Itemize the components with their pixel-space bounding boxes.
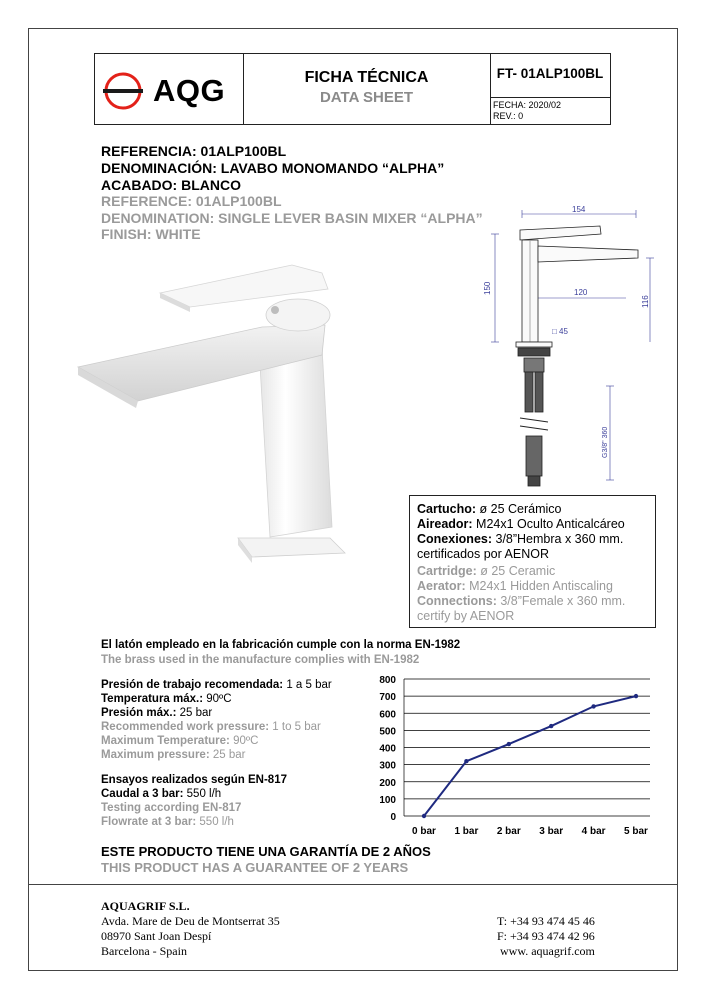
technical-drawing bbox=[480, 200, 660, 490]
faucet-image bbox=[70, 255, 370, 575]
reference-en: REFERENCE: 01ALP100BL bbox=[101, 193, 282, 209]
footer-address-3: Barcelona - Spain bbox=[101, 944, 187, 958]
x-tick-label: 0 bar bbox=[412, 826, 436, 837]
logo-text: AQG bbox=[153, 73, 226, 108]
header-table bbox=[94, 53, 611, 125]
spec-cartucho: Cartucho: ø 25 Cerámico bbox=[417, 502, 562, 516]
x-tick-label: 2 bar bbox=[496, 826, 521, 837]
data-point bbox=[464, 759, 468, 763]
footer-fax: F: +34 93 474 42 96 bbox=[497, 929, 595, 943]
footer-phone: T: +34 93 474 45 46 bbox=[497, 914, 595, 928]
code-cell bbox=[490, 54, 610, 124]
y-tick-label: 600 bbox=[379, 709, 396, 721]
denomination-en: DENOMINATION: SINGLE LEVER BASIN MIXER “ALPHA” bbox=[101, 210, 483, 226]
y-tick-label: 400 bbox=[379, 743, 396, 755]
logo-icon bbox=[103, 71, 143, 111]
x-tick-label: 1 bar bbox=[454, 826, 479, 837]
brass-norm-en: The brass used in the manufacture complies with EN-1982 bbox=[101, 654, 420, 666]
title-en: DATA SHEET bbox=[319, 89, 414, 106]
footer-address-2: 08970 Sant Joan Despí bbox=[101, 929, 212, 943]
document-revision: REV.: 0 bbox=[493, 111, 524, 121]
spec-cartridge: Cartridge: ø 25 Ceramic bbox=[417, 564, 556, 578]
flow-chart bbox=[360, 670, 660, 845]
spec-connections: Connections: 3/8”Female x 360 mm. bbox=[417, 594, 626, 608]
series-line bbox=[424, 696, 636, 816]
footer-web-link[interactable]: www. aquagrif.com bbox=[500, 944, 595, 958]
document-code: FT- 01ALP100BL bbox=[496, 66, 604, 81]
title-es: FICHA TÉCNICA bbox=[304, 69, 429, 86]
footer-web[interactable] bbox=[500, 944, 595, 959]
max-temp-es: Temperatura máx.: 90ºC bbox=[101, 693, 232, 705]
brass-norm-es: El latón empleado en la fabricación cumple con la norma EN-1982 bbox=[101, 639, 461, 651]
finish-es: ACABADO: BLANCO bbox=[101, 177, 241, 193]
work-pressure-en: Recommended work pressure: 1 to 5 bar bbox=[101, 721, 321, 733]
flowrate-en: Flowrate at 3 bar: 550 l/h bbox=[101, 816, 234, 828]
denomination-es: DENOMINACIÓN: LAVABO MONOMANDO “ALPHA” bbox=[101, 160, 445, 176]
y-tick-label: 500 bbox=[379, 726, 396, 738]
x-tick-label: 4 bar bbox=[581, 826, 606, 837]
data-point bbox=[634, 694, 638, 698]
max-temp-en: Maximum Temperature: 90ºC bbox=[101, 735, 259, 747]
data-point bbox=[549, 724, 553, 728]
footer-company: AQUAGRIF S.L. bbox=[101, 899, 190, 913]
data-point bbox=[422, 814, 426, 818]
work-pressure-es: Presión de trabajo recomendada: 1 a 5 bar bbox=[101, 679, 332, 691]
spec-conexiones: Conexiones: 3/8”Hembra x 360 mm. bbox=[417, 532, 624, 546]
dim-154: 154 bbox=[572, 205, 586, 214]
max-pressure-es: Presión máx.: 25 bar bbox=[101, 707, 213, 719]
y-tick-label: 800 bbox=[379, 675, 396, 686]
spec-aerator: Aerator: M24x1 Hidden Antiscaling bbox=[417, 579, 613, 593]
title-cell bbox=[243, 54, 491, 124]
tests-en: Testing according EN-817 bbox=[101, 802, 242, 814]
y-tick-label: 300 bbox=[379, 760, 396, 772]
y-tick-label: 700 bbox=[379, 692, 396, 704]
data-point bbox=[591, 704, 595, 708]
logo-cell bbox=[95, 54, 244, 124]
dim-116: 116 bbox=[641, 295, 650, 308]
y-tick-label: 0 bbox=[390, 812, 396, 823]
y-tick-label: 200 bbox=[379, 777, 396, 789]
footer-address-1: Avda. Mare de Deu de Montserrat 35 bbox=[101, 914, 280, 928]
flowrate-es: Caudal a 3 bar: 550 l/h bbox=[101, 788, 222, 800]
tests-es: Ensayos realizados según EN-817 bbox=[101, 774, 287, 786]
dim-hose: G3/8" 360 bbox=[602, 426, 609, 458]
finish-en: FINISH: WHITE bbox=[101, 226, 201, 242]
specs-box bbox=[409, 495, 656, 628]
max-pressure-en: Maximum pressure: 25 bar bbox=[101, 749, 246, 761]
spec-connections-cert: certify by AENOR bbox=[417, 609, 515, 623]
reference-es: REFERENCIA: 01ALP100BL bbox=[101, 143, 287, 159]
guarantee-en: THIS PRODUCT HAS A GUARANTEE OF 2 YEARS bbox=[101, 860, 409, 875]
footer-divider bbox=[28, 884, 678, 885]
document-date: FECHA: 2020/02 bbox=[493, 100, 562, 110]
x-tick-label: 5 bar bbox=[624, 826, 648, 837]
dim-150: 150 bbox=[483, 281, 492, 295]
y-tick-label: 100 bbox=[379, 794, 396, 806]
spec-conexiones-cert: certificados por AENOR bbox=[417, 547, 549, 561]
x-tick-label: 3 bar bbox=[539, 826, 564, 837]
spec-aireador: Aireador: M24x1 Oculto Anticalcáreo bbox=[417, 517, 625, 531]
guarantee-es: ESTE PRODUCTO TIENE UNA GARANTÍA DE 2 AÑOS bbox=[101, 844, 431, 859]
dim-45: □ 45 bbox=[552, 327, 568, 336]
data-point bbox=[507, 742, 511, 746]
dim-120: 120 bbox=[574, 288, 588, 297]
